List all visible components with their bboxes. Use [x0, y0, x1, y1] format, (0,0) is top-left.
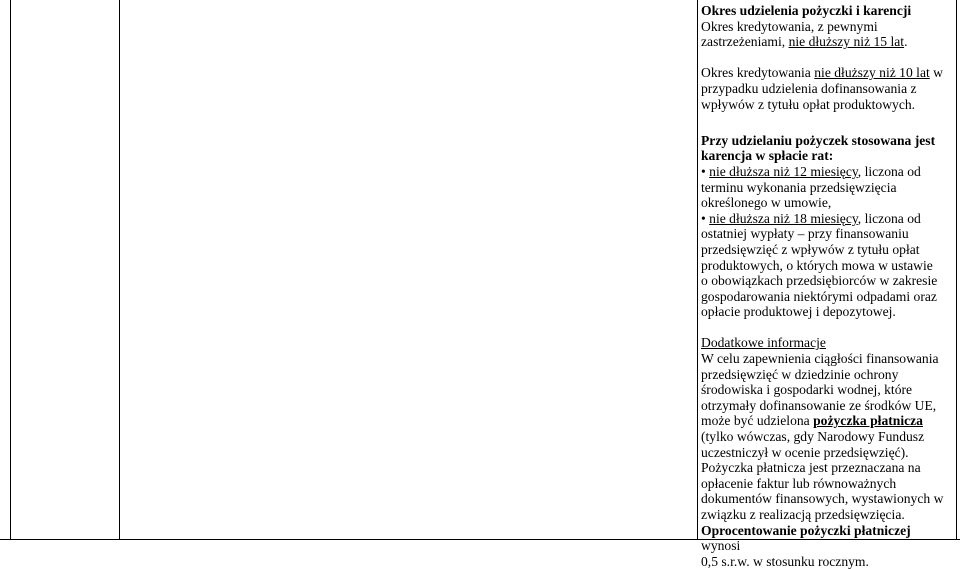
text-line: określonego w umowie, — [701, 195, 832, 211]
list-item: • nie dłuższa niż 12 miesięcy, liczona od — [701, 163, 921, 179]
underlined-term: pożyczka płatnicza — [813, 413, 923, 429]
text-line: Okres kredytowania, z pewnymi — [701, 18, 878, 34]
underlined-term: nie dłuższy niż 15 lat — [788, 34, 905, 50]
loan-terms-cell — [701, 3, 953, 569]
text-line: przedsięwzięć z wpływów z tytułu opłat — [701, 241, 920, 257]
text-line: przypadku udzielenia dofinansowania z — [701, 80, 917, 96]
bold-term: Oprocentowanie pożyczki płatniczej — [701, 522, 911, 538]
text-line: ostatniej wypłaty – przy finansowaniu — [701, 226, 909, 242]
text-line: dokumentów finansowych, wystawionych w — [701, 491, 944, 507]
text-line: Pożyczka płatnicza jest przeznaczana na — [701, 460, 921, 476]
text-line: Okres kredytowania nie dłuższy niż 10 lat w — [701, 65, 943, 81]
underlined-term: nie dłuższy niż 10 lat — [814, 65, 930, 81]
section-heading: Okres udzielenia pożyczki i karencji — [701, 3, 912, 18]
text-line: otrzymały dofinansowanie ze środków UE, — [701, 397, 937, 413]
text-line: Oprocentowanie pożyczki płatniczej wynosi — [701, 522, 911, 554]
text-line: gospodarowania niektórymi odpadami oraz — [701, 288, 937, 304]
text-line: wpływów z tytułu opłat produktowych. — [701, 96, 916, 112]
underlined-term: nie dłuższa niż 18 miesięcy — [709, 210, 858, 226]
column-divider — [697, 0, 698, 540]
column-divider — [119, 0, 120, 540]
list-item: • nie dłuższa niż 18 miesięcy, liczona od — [701, 210, 921, 226]
section-heading: Dodatkowe informacje — [701, 335, 826, 351]
bullet-icon: • — [701, 210, 706, 226]
text-line: o obowiązkach przedsiębiorców w zakresie — [701, 273, 938, 289]
text-line: opłacie produktowej i depozytowej. — [701, 304, 896, 320]
section-heading: Przy udzielaniu pożyczek stosowana jest — [701, 132, 936, 148]
text-line: 0,5 s.r.w. w stosunku rocznym. — [701, 553, 869, 569]
text-line: W celu zapewnienia ciągłości finansowania — [701, 351, 939, 367]
text-line: związku z realizacją przedsięwzięcia. — [701, 507, 905, 522]
text-line: środowiska i gospodarki wodnej, które — [701, 382, 913, 398]
text-line: opłacenie faktur lub równoważnych — [701, 475, 897, 491]
table-border-right — [956, 0, 957, 540]
text-line: może być udzielona pożyczka płatnicza — [701, 413, 923, 429]
text-line: (tylko wówczas, gdy Narodowy Fundusz — [701, 429, 925, 445]
text-line: przedsięwzięć w dziedzinie ochrony — [701, 366, 899, 382]
underlined-term: nie dłuższa niż 12 miesięcy — [709, 163, 858, 179]
text-line: produktowych, o których mowa w ustawie — [701, 257, 933, 273]
text-line: terminu wykonania przedsięwzięcia — [701, 179, 897, 195]
text-line: uczestniczył w ocenie przedsięwzięć). — [701, 444, 909, 460]
text-line: zastrzeżeniami, nie dłuższy niż 15 lat. — [701, 34, 908, 50]
table-border-left — [10, 0, 11, 540]
bullet-icon: • — [701, 163, 706, 179]
section-heading: karencja w spłacie rat: — [701, 148, 834, 164]
